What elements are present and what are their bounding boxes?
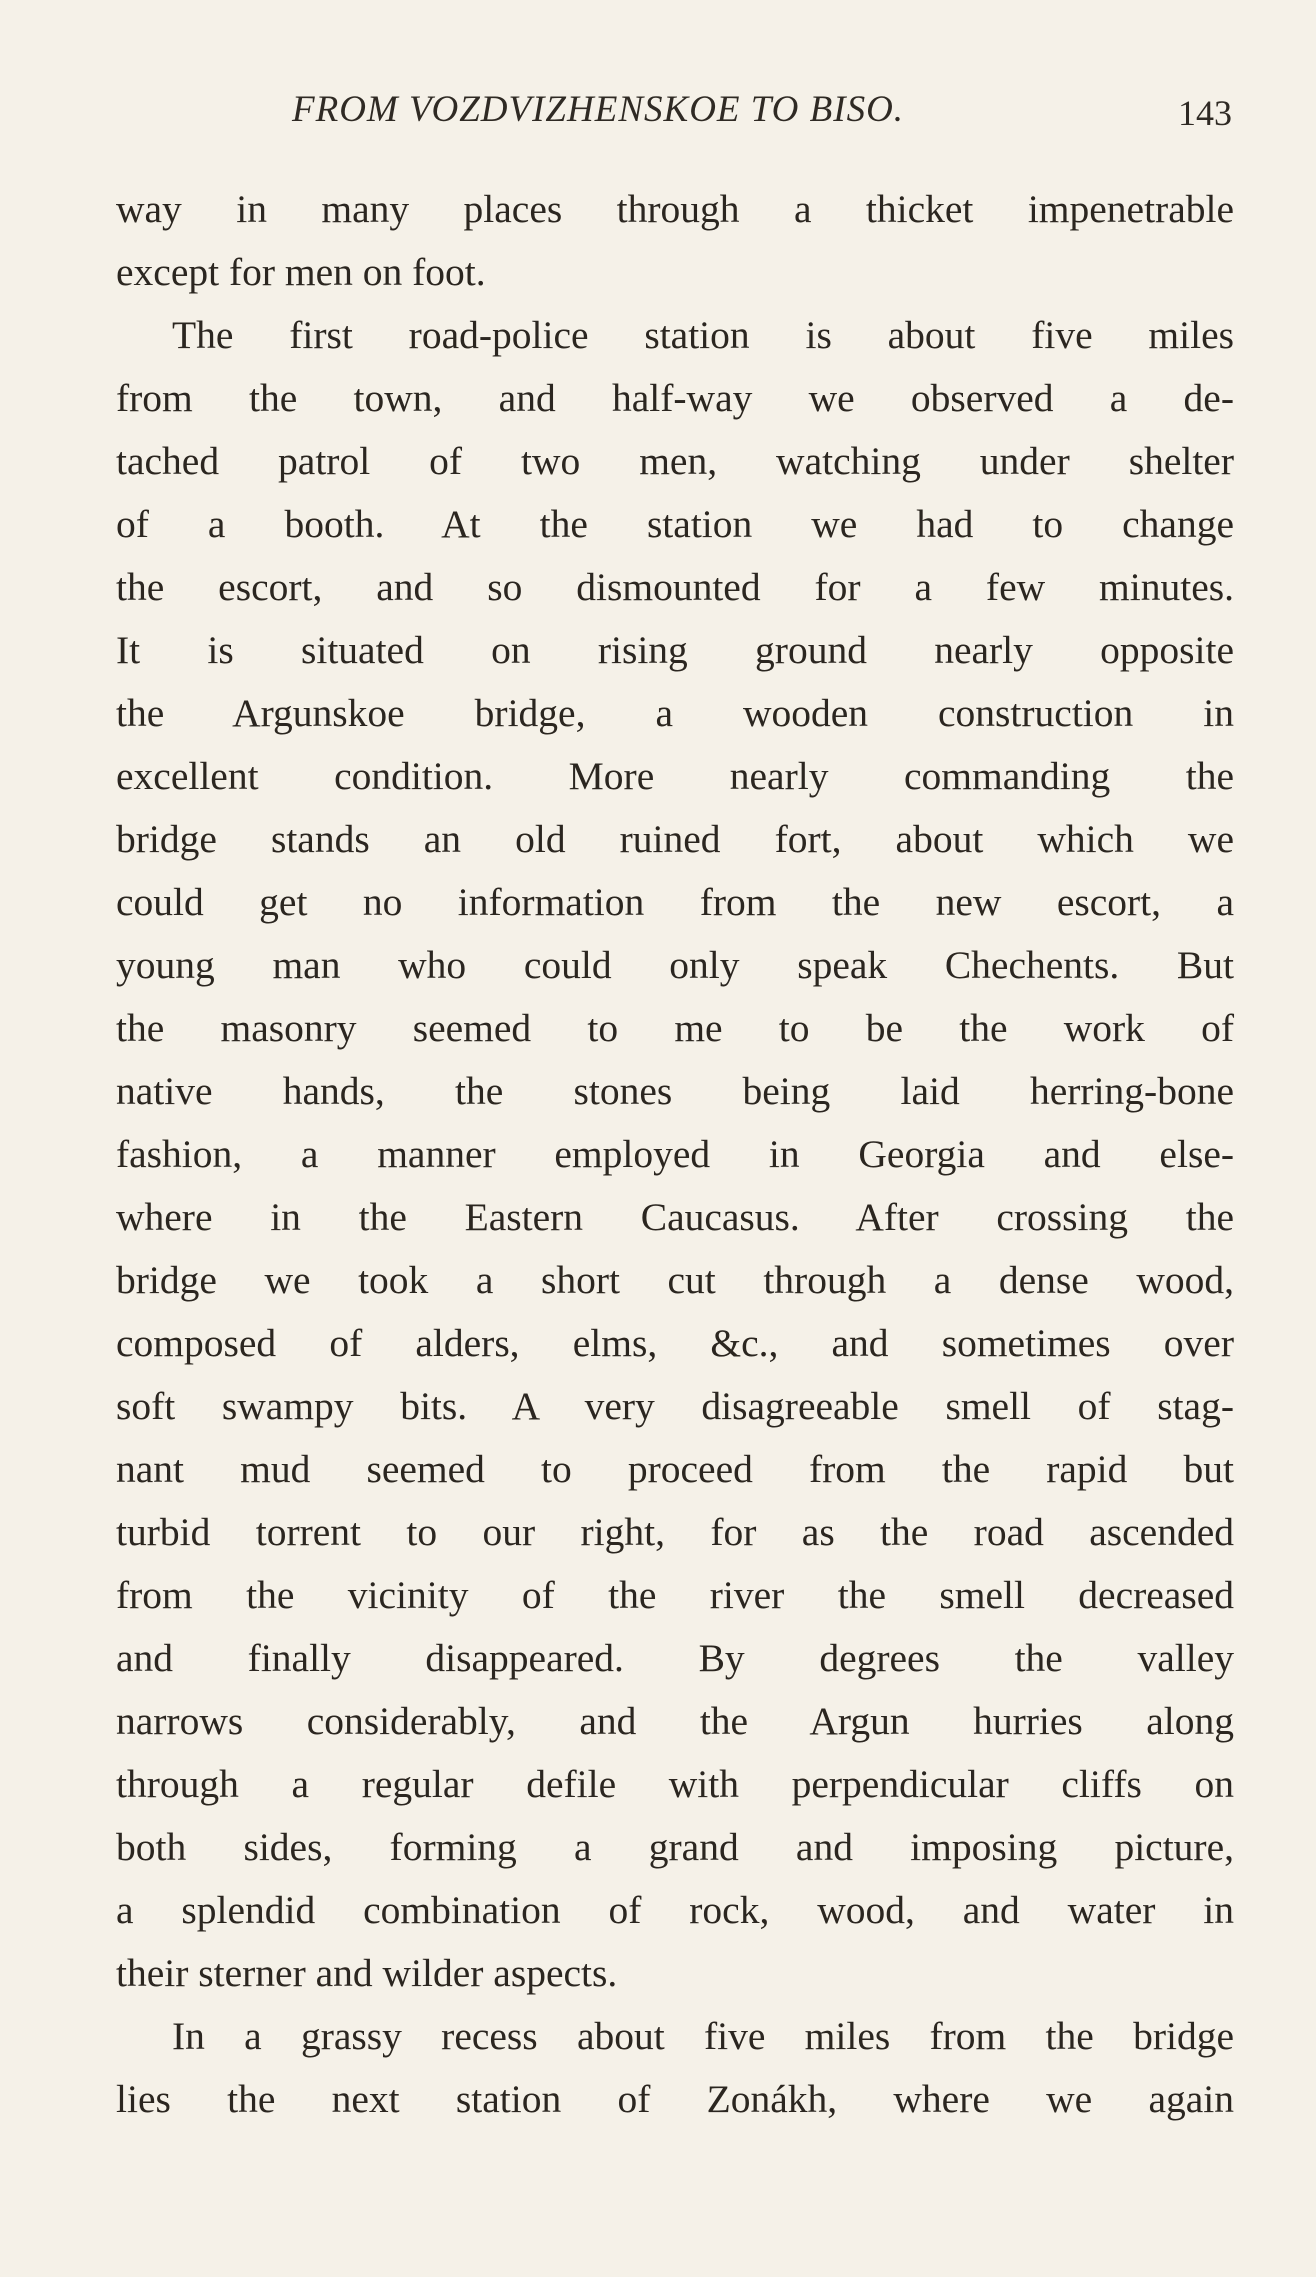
- running-head: [0, 88, 1316, 148]
- text-line: a splendid combination of rock, wood, and water in: [116, 1888, 1234, 1932]
- text-line: In a grassy recess about five miles from the bridge: [172, 2014, 1234, 2058]
- text-line: could get no information from the new escort, a: [116, 880, 1234, 924]
- text-line: turbid torrent to our right, for as the road ascended: [116, 1510, 1234, 1554]
- text-line: except for men on foot.: [116, 250, 486, 294]
- text-line: bridge we took a short cut through a dense wood,: [116, 1258, 1234, 1302]
- text-line: excellent condition. More nearly commanding the: [116, 754, 1234, 798]
- text-line: fashion, a manner employed in Georgia and else-: [116, 1132, 1234, 1176]
- page-number: 143: [1178, 93, 1232, 133]
- text-line: the escort, and so dismounted for a few minutes.: [116, 565, 1234, 609]
- text-line: and finally disappeared. By degrees the valley: [116, 1636, 1234, 1680]
- running-title: FROM VOZDVIZHENSKOE TO BISO.: [292, 89, 905, 130]
- body-text: [116, 178, 1234, 2131]
- text-line: way in many places through a thicket impenetrable: [116, 187, 1234, 231]
- text-line: tached patrol of two men, watching under shelter: [116, 439, 1234, 483]
- text-line: young man who could only speak Chechents. But: [116, 943, 1234, 987]
- text-line: composed of alders, elms, &c., and sometimes over: [116, 1321, 1234, 1365]
- text-line: where in the Eastern Caucasus. After crossing the: [116, 1195, 1234, 1239]
- text-line: the masonry seemed to me to be the work of: [116, 1006, 1234, 1050]
- text-line: of a booth. At the station we had to change: [116, 502, 1234, 546]
- text-line: from the vicinity of the river the smell decreased: [116, 1573, 1234, 1617]
- text-line: through a regular defile with perpendicular cliffs on: [116, 1762, 1234, 1806]
- text-line: It is situated on rising ground nearly opposite: [116, 628, 1234, 672]
- text-line: from the town, and half-way we observed a de-: [116, 376, 1234, 420]
- text-line: nant mud seemed to proceed from the rapid but: [116, 1447, 1234, 1491]
- text-line: both sides, forming a grand and imposing picture,: [116, 1825, 1234, 1869]
- text-line: narrows considerably, and the Argun hurries along: [116, 1699, 1234, 1743]
- text-line: their sterner and wilder aspects.: [116, 1951, 618, 1995]
- text-line: The first road-police station is about five miles: [172, 313, 1234, 357]
- text-line: lies the next station of Zonákh, where we again: [116, 2077, 1234, 2121]
- text-line: native hands, the stones being laid herring-bone: [116, 1069, 1234, 1113]
- text-line: the Argunskoe bridge, a wooden construction in: [116, 691, 1234, 735]
- text-line: bridge stands an old ruined fort, about which we: [116, 817, 1234, 861]
- text-line: soft swampy bits. A very disagreeable smell of stag-: [116, 1384, 1234, 1428]
